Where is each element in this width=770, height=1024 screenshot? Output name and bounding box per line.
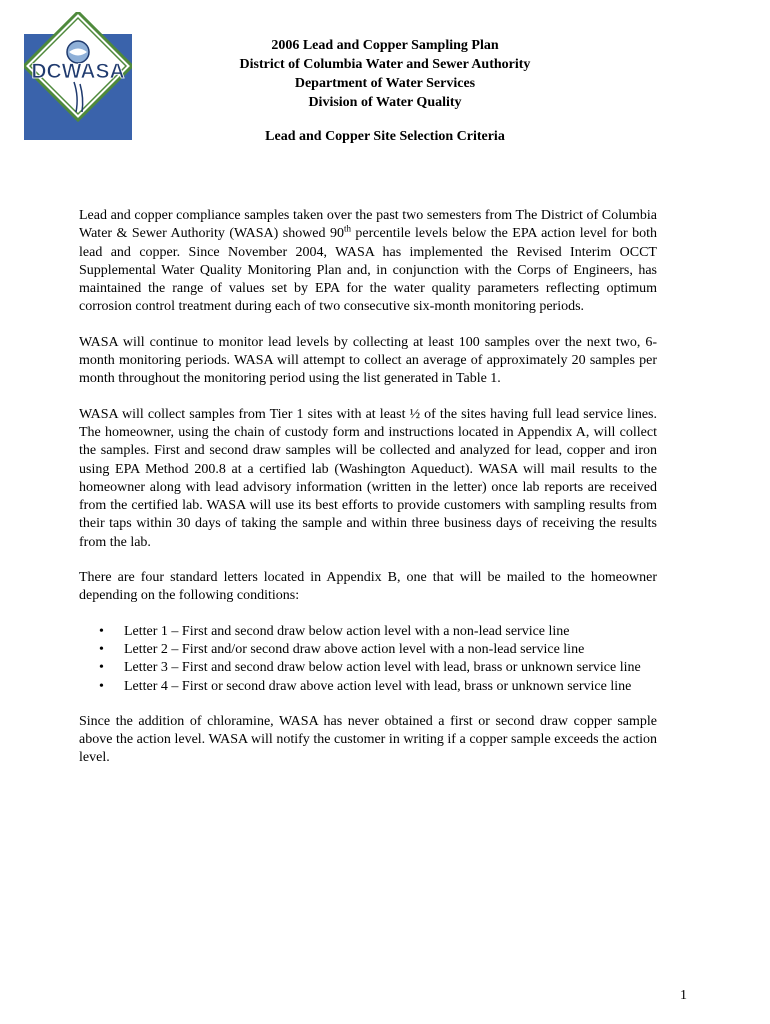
letters-list bbox=[79, 623, 657, 696]
header-organization: District of Columbia Water and Sewer Authority bbox=[239, 57, 531, 72]
list-item-text: Letter 1 – First and second draw below action level with a non-lead service line bbox=[124, 623, 570, 639]
paragraph-monitoring: WASA will continue to monitor lead levels by collecting at least 100 samples over the next two, 6-month monitoring periods. WASA will attempt to collect an average of approximately 20 samples per month throughout the monitoring period using the list generated in Table 1. bbox=[79, 334, 657, 387]
list-item bbox=[99, 623, 657, 641]
header-title: 2006 Lead and Copper Sampling Plan bbox=[271, 38, 499, 53]
list-item bbox=[99, 659, 657, 677]
document-header bbox=[150, 36, 620, 146]
logo-text: DCWASA bbox=[31, 60, 125, 83]
page-number: 1 bbox=[680, 988, 687, 1003]
header-subtitle: Lead and Copper Site Selection Criteria bbox=[265, 129, 505, 144]
list-item-text: Letter 3 – First and second draw below action level with lead, brass or unknown service line bbox=[124, 660, 641, 676]
ordinal-suffix: th bbox=[343, 223, 351, 234]
list-item-text: Letter 4 – First or second draw above action level with lead, brass or unknown service line bbox=[124, 678, 632, 694]
paragraph-compliance bbox=[79, 207, 657, 317]
bullet-icon: • bbox=[99, 660, 104, 676]
paragraph-compliance-part1: Lead and copper compliance samples taken over the past two semesters from The District of Columbia Water & Sewer Authority (WASA) showed 90 bbox=[79, 208, 657, 242]
paragraph-chloramine: Since the addition of chloramine, WASA has never obtained a first or second draw copper sample above the action level. WASA will notify the customer in writing if a copper sample exceeds the action level. bbox=[79, 713, 657, 766]
list-item bbox=[99, 678, 657, 696]
dcwasa-logo-graphic bbox=[24, 12, 132, 140]
paragraph-sample-collection: WASA will collect samples from Tier 1 sites with at least ½ of the sites having full lead service lines. The homeowner, using the chain of custody form and instructions located in Appendix A, will collect the samples. First and second draw samples will be collected and analyzed for lead, copper and iron using EPA Method 200.8 at a certified lab (Washington Aqueduct). WASA will mail results to the homeowner along with lead advisory information (written in the letter) once lab reports are received from the certified lab. WASA will use its best efforts to provide customers with sampling results from their taps within 30 days of taking the sample and within three business days of receiving the results from the lab. bbox=[79, 406, 657, 550]
list-item bbox=[99, 641, 657, 659]
paragraph-standard-letters: There are four standard letters located in Appendix B, one that will be mailed to the homeowner depending on the following conditions: bbox=[79, 570, 657, 604]
header-department: Department of Water Services bbox=[294, 76, 476, 91]
dcwasa-logo bbox=[24, 12, 132, 140]
bullet-icon: • bbox=[99, 641, 104, 657]
header-division: Division of Water Quality bbox=[308, 95, 462, 110]
list-item-text: Letter 2 – First and/or second draw above action level with a non-lead service line bbox=[124, 641, 585, 657]
bullet-icon: • bbox=[99, 678, 104, 694]
paragraph-compliance-part2: percentile levels below the EPA action level for both lead and copper. Since November 2004, WASA has implemented the Revised Interim OCCT Supplemental Water Quality Monitoring Plan and, in conjunction with the Corps of Engineers, has maintained the range of values set by EPA for the water quality parameters reflecting optimum corrosion control treatment during each of two consecutive six-month monitoring periods. bbox=[79, 226, 657, 315]
document-body bbox=[79, 207, 657, 785]
bullet-icon: • bbox=[99, 623, 104, 639]
